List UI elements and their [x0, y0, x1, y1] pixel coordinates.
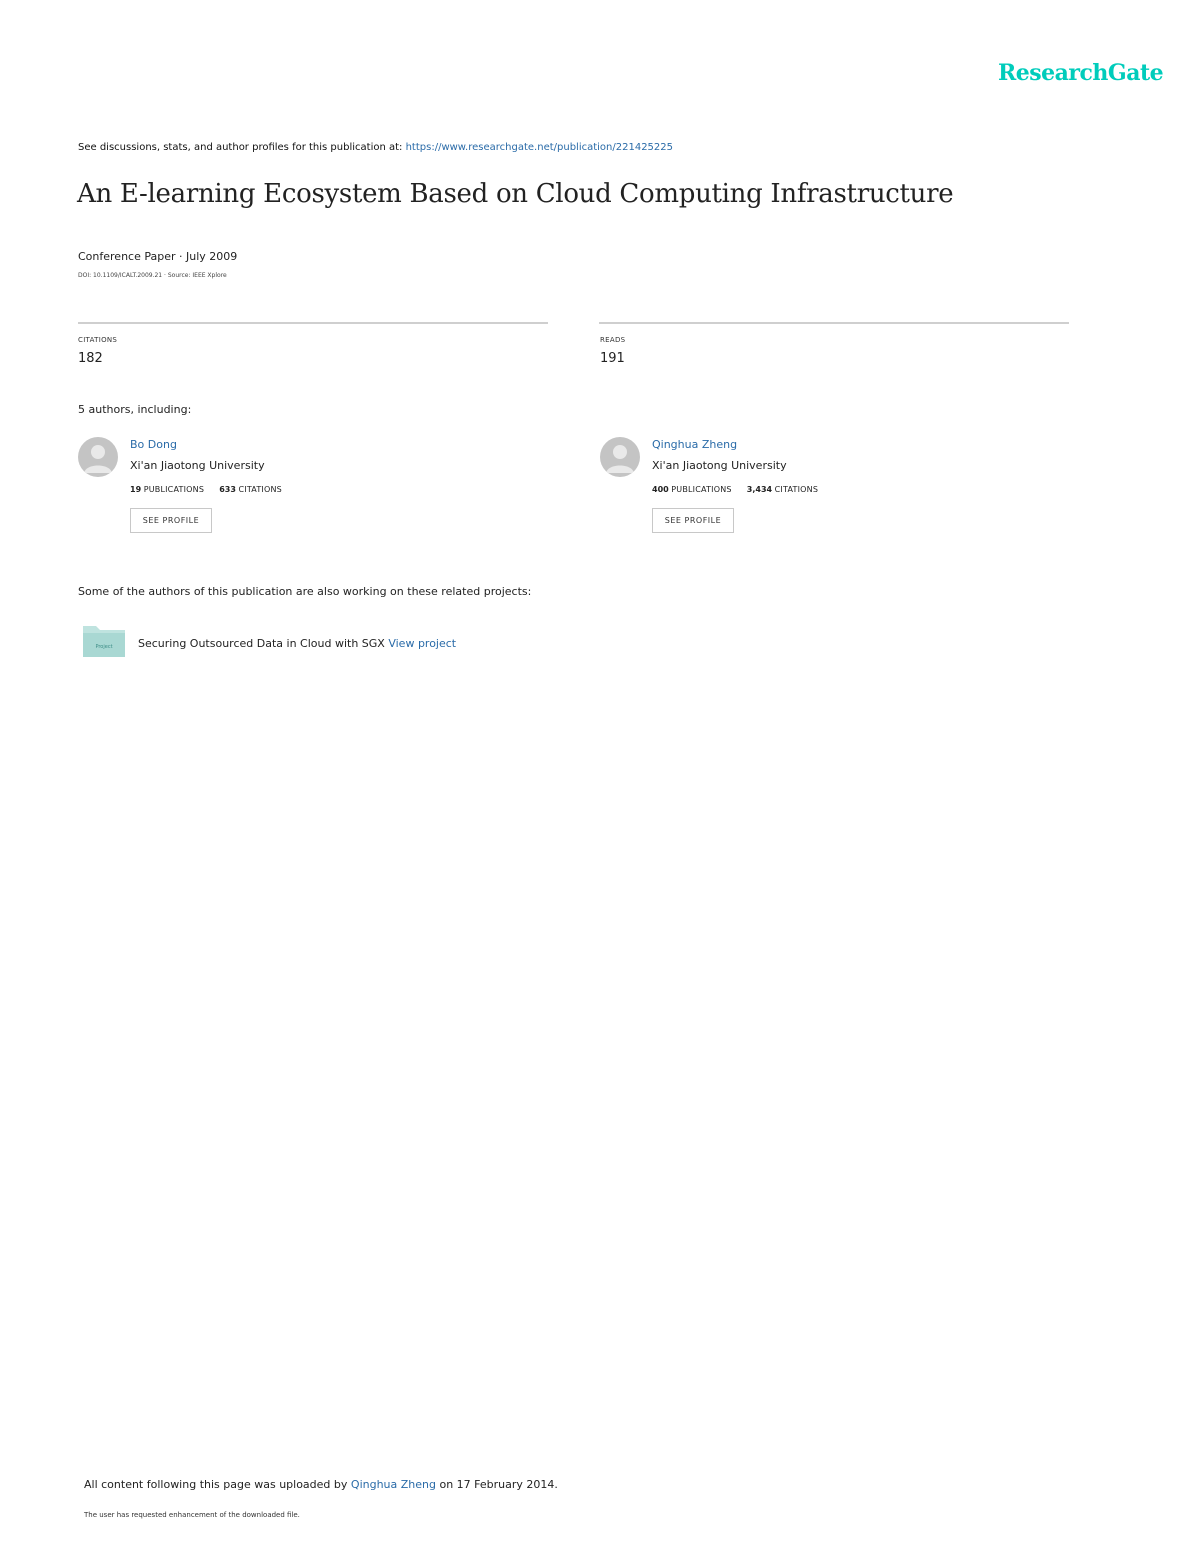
author-name-link[interactable]: Bo Dong	[130, 438, 177, 451]
author-name-link[interactable]: Qinghua Zheng	[652, 438, 738, 451]
author-citations-label: CITATIONS	[774, 485, 819, 494]
publication-type: Conference Paper · July 2009	[78, 250, 238, 263]
author-institution: Xi'an Jiaotong University	[130, 459, 265, 472]
project-icon-label: Project	[95, 644, 113, 650]
citations-divider	[78, 322, 548, 324]
view-project-link[interactable]: View project	[388, 637, 457, 650]
enhancement-note: The user has requested enhancement of the downloaded file.	[84, 1511, 300, 1519]
author-citations-count: 3,434	[746, 485, 773, 494]
citations-count: 182	[78, 351, 103, 366]
paper-title: An E-learning Ecosystem Based on Cloud Computing Infrastructure	[77, 179, 954, 209]
source-intro-text: See discussions, stats, and author profiles for this publication at:	[78, 142, 403, 153]
author-avatar-icon[interactable]	[78, 437, 118, 477]
author-stats	[130, 485, 282, 494]
project-name: Securing Outsourced Data in Cloud with SGX	[138, 637, 385, 650]
upload-suffix: on 17 February 2014.	[439, 1478, 558, 1491]
see-profile-button[interactable]: SEE PROFILE	[652, 508, 734, 533]
related-project-item	[138, 637, 456, 650]
author-institution: Xi'an Jiaotong University	[652, 459, 787, 472]
author-citations-count: 633	[219, 485, 236, 494]
publication-source-line	[78, 142, 673, 153]
see-profile-button[interactable]: SEE PROFILE	[130, 508, 212, 533]
reads-label: READS	[600, 336, 626, 344]
author-stats	[652, 485, 818, 494]
author-avatar-icon[interactable]	[600, 437, 640, 477]
author-publications-count: 400	[652, 485, 669, 494]
author-publications-label: PUBLICATIONS	[143, 485, 205, 494]
author-publications-count: 19	[130, 485, 142, 494]
citations-label: CITATIONS	[78, 336, 118, 344]
researchgate-logo[interactable]: ResearchGate	[998, 60, 1164, 86]
authors-including-label: 5 authors, including:	[78, 403, 192, 416]
author-citations-label: CITATIONS	[238, 485, 282, 494]
related-projects-intro: Some of the authors of this publication are also working on these related projects:	[78, 585, 532, 598]
reads-count: 191	[600, 351, 625, 366]
upload-prefix: All content following this page was uploaded by	[84, 1478, 348, 1491]
project-folder-icon	[82, 624, 126, 658]
publication-url-link[interactable]: https://www.researchgate.net/publication/221425225	[405, 142, 674, 153]
author-publications-label: PUBLICATIONS	[671, 485, 732, 494]
doi-source-line: DOI: 10.1109/ICALT.2009.21 · Source: IEEE Xplore	[78, 272, 227, 279]
uploader-link[interactable]: Qinghua Zheng	[350, 1478, 436, 1491]
reads-divider	[599, 322, 1069, 324]
upload-notice	[84, 1478, 558, 1491]
